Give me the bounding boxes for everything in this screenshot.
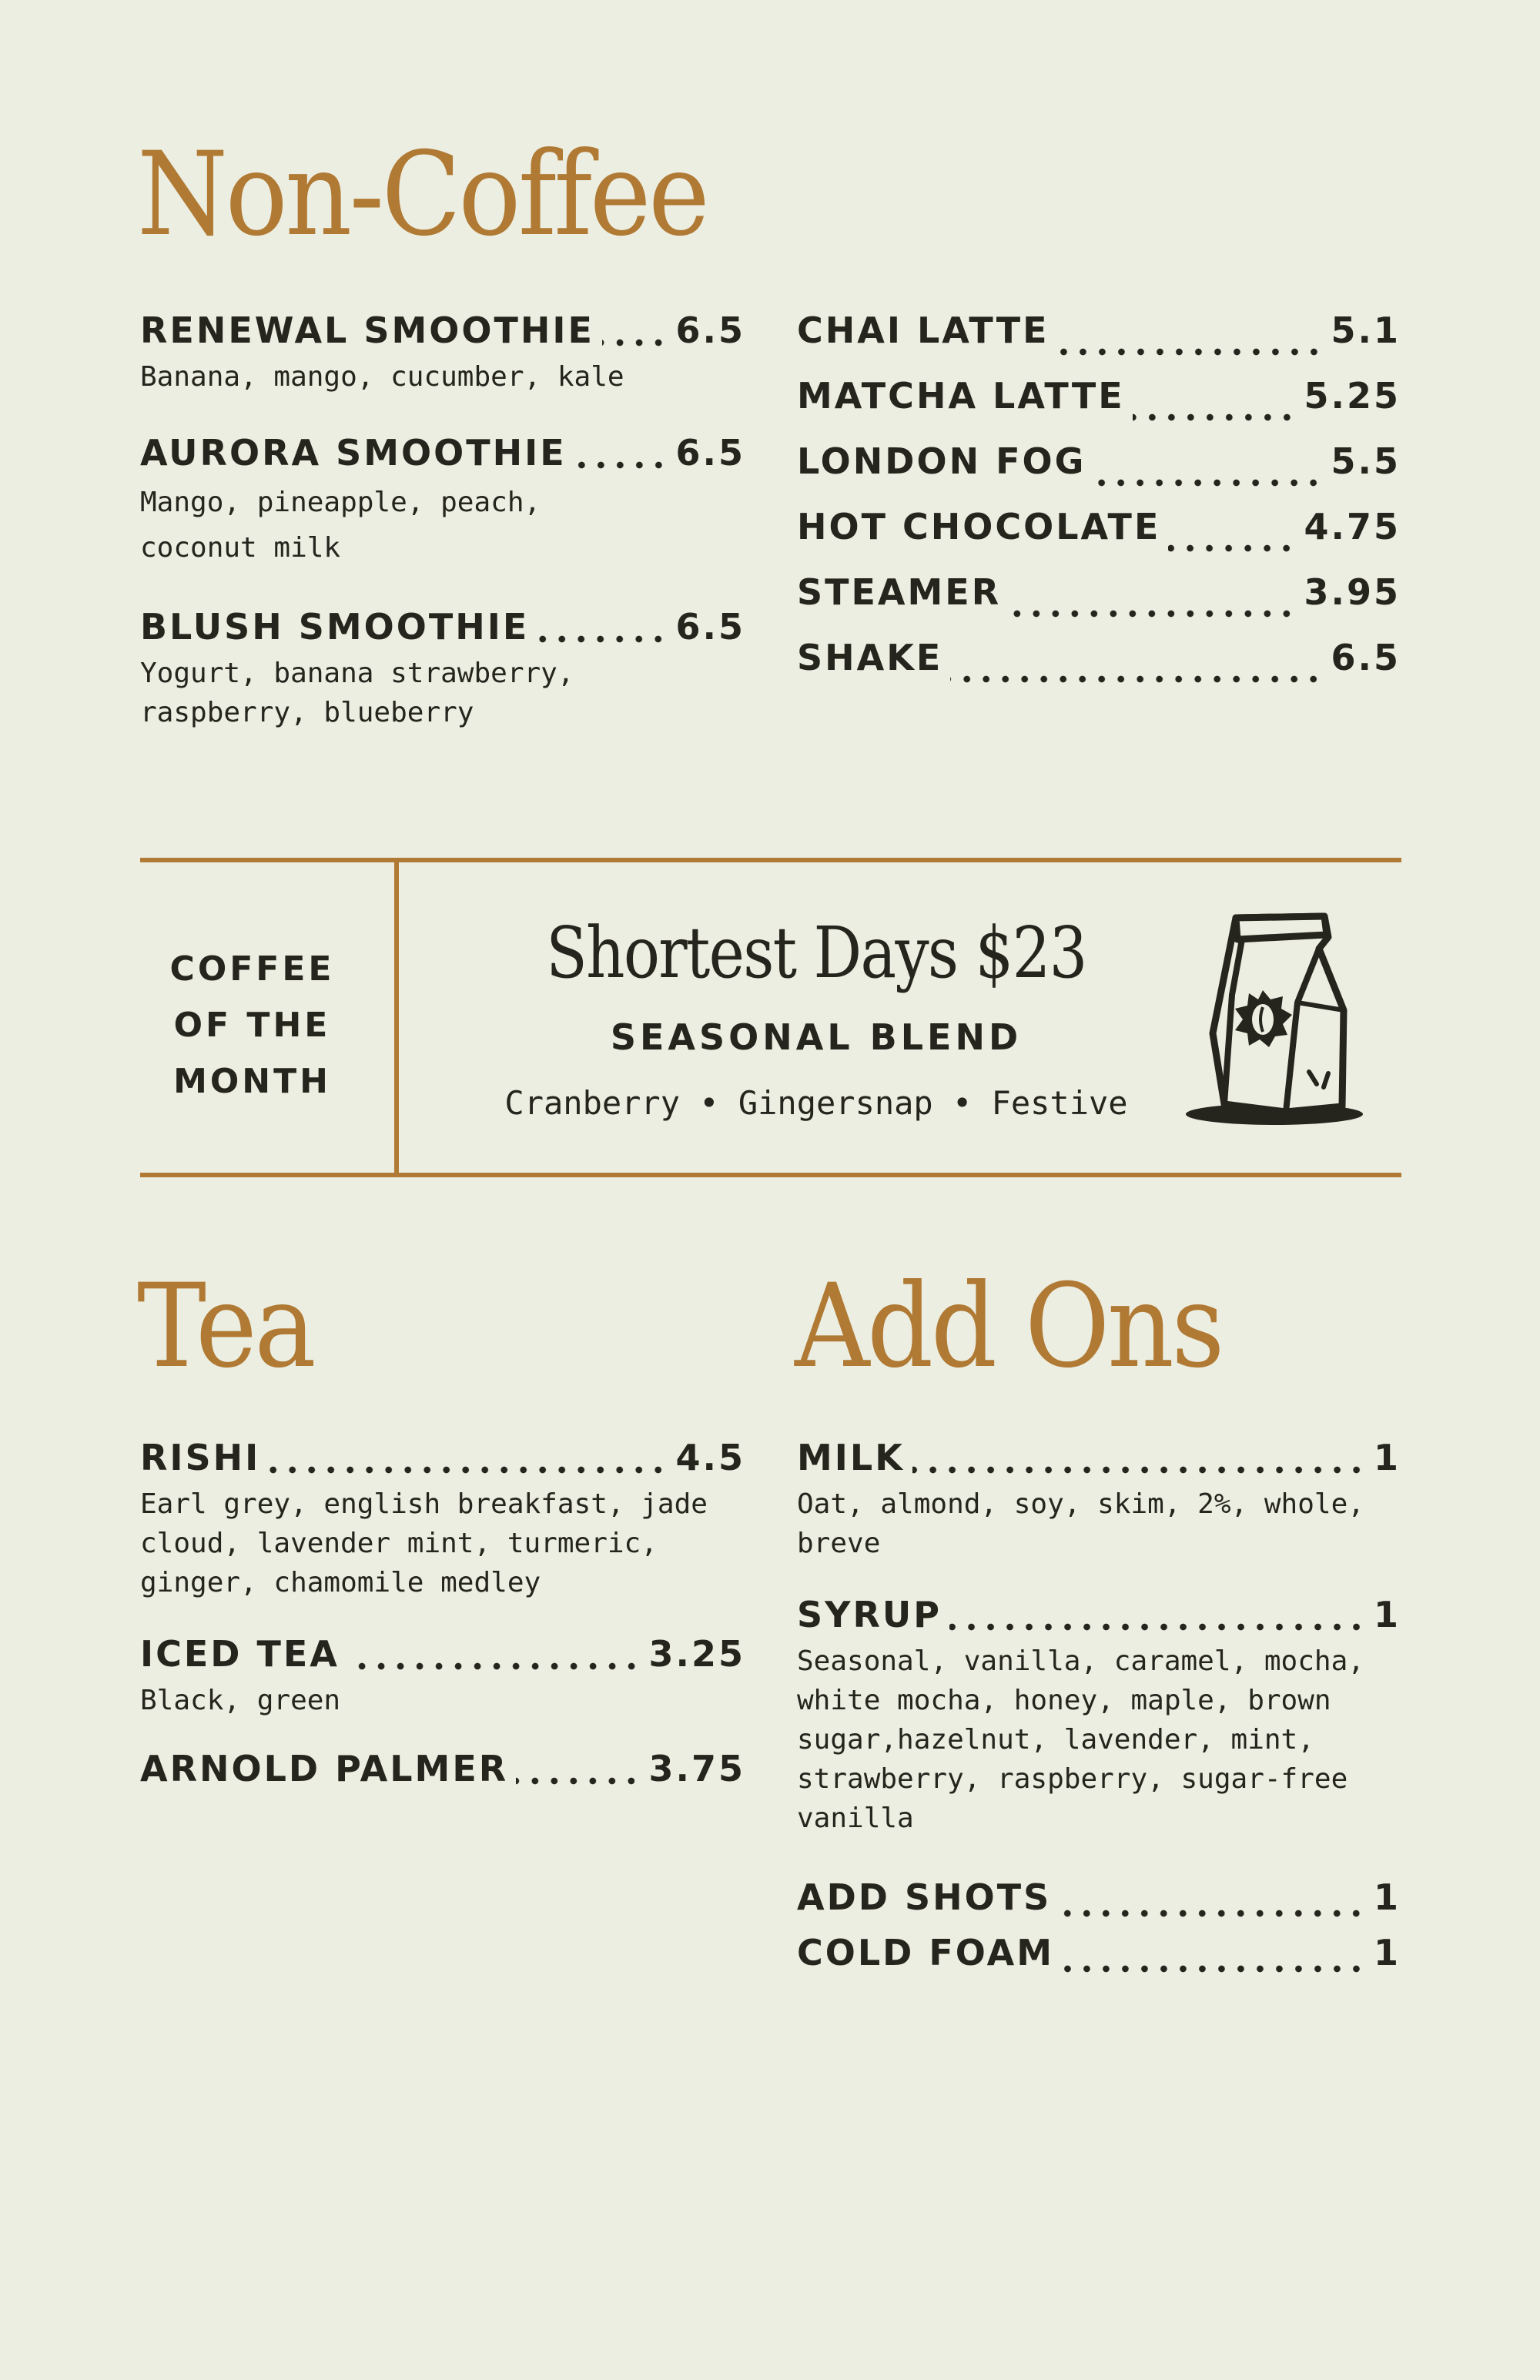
leader-dots — [574, 461, 668, 469]
item-price: 3.75 — [648, 1748, 745, 1789]
menu-item — [797, 440, 1401, 506]
menu-item — [797, 571, 1401, 637]
leader-dots — [1093, 479, 1323, 487]
menu-item — [797, 1932, 1401, 1987]
item-description: Earl grey, english breakfast, jade cloud, lavender mint, turmeric, ginger, chamomile medley — [140, 1488, 708, 1598]
menu-item — [140, 1633, 745, 1720]
item-price: 6.5 — [675, 432, 745, 474]
tea-title: Tea — [137, 1260, 314, 1394]
item-price: 1 — [1373, 1932, 1401, 1973]
non-coffee-right-column — [797, 310, 1401, 702]
item-name: COLD FOAM — [797, 1932, 1055, 1973]
menu-item — [140, 1748, 745, 1796]
item-name: AURORA SMOOTHIE — [140, 432, 567, 474]
item-price: 4.75 — [1304, 506, 1401, 547]
label-line: MONTH — [173, 1062, 331, 1101]
item-name: STEAMER — [797, 571, 1002, 613]
item-price: 1 — [1373, 1876, 1401, 1918]
leader-dots — [268, 1466, 668, 1474]
menu-item — [140, 310, 745, 397]
item-description: Yogurt, banana strawberry, raspberry, blueberry — [140, 658, 574, 728]
item-name: SHAKE — [797, 637, 943, 678]
menu-item — [140, 606, 745, 732]
item-name: ICED TEA — [140, 1633, 340, 1675]
item-name: HOT CHOCOLATE — [797, 506, 1161, 547]
leader-dots — [950, 675, 1323, 683]
item-price: 1 — [1373, 1437, 1401, 1478]
item-name: ADD SHOTS — [797, 1876, 1052, 1918]
item-price: 5.1 — [1331, 310, 1401, 351]
label-line: OF THE — [173, 1006, 331, 1045]
menu-item — [797, 1876, 1401, 1932]
leader-dots — [949, 1623, 1366, 1631]
menu-item — [797, 506, 1401, 571]
item-price: 4.5 — [675, 1437, 745, 1478]
item-description: Banana, mango, cucumber, kale — [140, 361, 624, 393]
item-description: Mango, pineapple, peach, coconut milk — [140, 487, 541, 564]
leader-dots — [1057, 348, 1324, 356]
item-name: MATCHA LATTE — [797, 375, 1125, 417]
item-price: 3.25 — [648, 1633, 745, 1675]
featured-coffee-subtitle: SEASONAL BLEND — [610, 1016, 1023, 1058]
menu-item — [140, 1437, 745, 1602]
box-top-rule — [140, 858, 1401, 862]
item-price: 3.95 — [1304, 571, 1401, 613]
menu-item — [797, 310, 1401, 375]
item-description: Oat, almond, soy, skim, 2%, whole, breve — [797, 1488, 1364, 1559]
leader-dots — [1062, 1965, 1366, 1973]
featured-coffee-notes: Cranberry • Gingersnap • Festive — [504, 1084, 1128, 1122]
box-divider — [394, 858, 399, 1177]
box-bottom-rule — [140, 1173, 1401, 1177]
item-price: 5.25 — [1304, 375, 1401, 417]
leader-dots — [1059, 1910, 1366, 1917]
non-coffee-title: Non-Coffee — [137, 128, 708, 262]
menu-item — [140, 432, 745, 571]
item-name: SYRUP — [797, 1594, 942, 1635]
leader-dots — [602, 339, 668, 346]
item-description: Black, green — [140, 1685, 341, 1716]
item-name: MILK — [797, 1437, 905, 1478]
leader-dots — [516, 1777, 641, 1785]
item-price: 6.5 — [675, 310, 745, 351]
leader-dots — [537, 635, 668, 643]
menu-item — [797, 375, 1401, 440]
label-line: COFFEE — [169, 949, 335, 989]
menu-item — [797, 1437, 1401, 1563]
coffee-bag-icon — [1182, 902, 1390, 1133]
item-price: 6.5 — [1331, 637, 1401, 678]
item-price: 6.5 — [675, 606, 745, 648]
menu-item — [797, 637, 1401, 702]
leader-dots — [1009, 610, 1296, 618]
item-name: RENEWAL SMOOTHIE — [140, 310, 594, 351]
featured-coffee-title: Shortest Days $23 — [546, 912, 1086, 994]
leader-dots — [347, 1662, 641, 1670]
add-ons-column — [797, 1437, 1401, 1987]
item-name: BLUSH SMOOTHIE — [140, 606, 530, 648]
item-name: ARNOLD PALMER — [140, 1748, 509, 1789]
item-price: 1 — [1373, 1594, 1401, 1635]
coffee-of-the-month-label — [142, 941, 362, 1110]
item-price: 5.5 — [1331, 440, 1401, 482]
tea-column — [140, 1437, 745, 1831]
item-name: LONDON FOG — [797, 440, 1086, 482]
add-ons-title: Add Ons — [795, 1260, 1222, 1394]
item-description: Seasonal, vanilla, caramel, mocha, white mocha, honey, maple, brown sugar,hazelnut, lavender, mint, strawberry, raspberry, sugar-free vanilla — [797, 1645, 1364, 1834]
non-coffee-left-column — [140, 310, 745, 768]
menu-item — [797, 1594, 1401, 1838]
leader-dots — [1133, 413, 1297, 421]
item-name: CHAI LATTE — [797, 310, 1050, 351]
leader-dots — [912, 1466, 1366, 1474]
item-name: RISHI — [140, 1437, 261, 1478]
leader-dots — [1168, 544, 1296, 552]
